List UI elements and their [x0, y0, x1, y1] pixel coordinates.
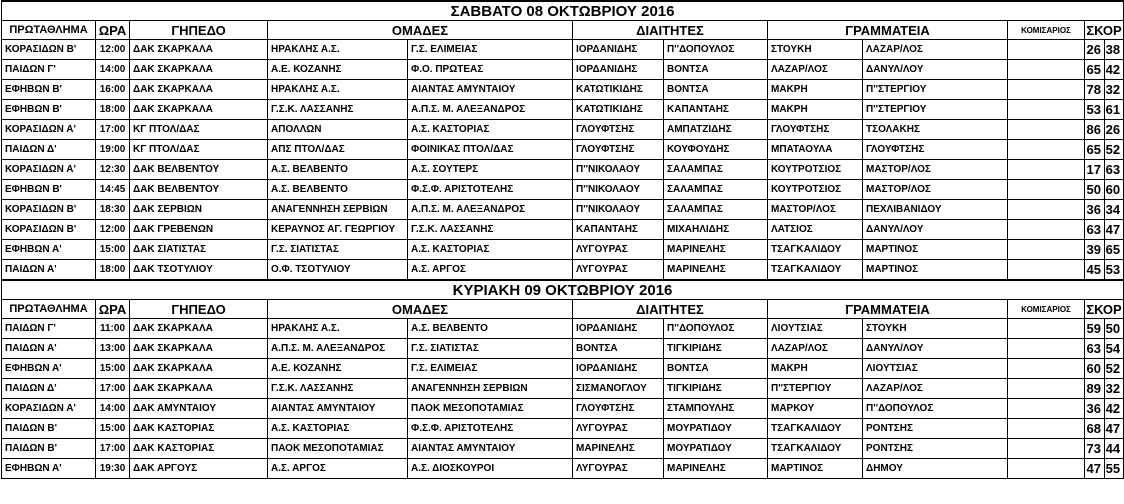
secretary-2-cell: ΔΑΝΥΛ/ΛΟΥ [863, 339, 1008, 359]
referee-1-cell: Π''ΝΙΚΟΛΑΟΥ [573, 180, 664, 200]
secretary-1-cell: ΜΑΚΡΗ [768, 100, 863, 120]
away-team-cell: Φ.Σ.Φ. ΑΡΙΣΤΟΤΕΛΗΣ [408, 180, 573, 200]
venue-cell: ΔΑΚ ΚΑΣΤΟΡΙΑΣ [130, 439, 268, 459]
home-score-cell: 89 [1085, 379, 1105, 399]
secretary-2-cell: ΔΑΝΥΛ/ΛΟΥ [863, 220, 1008, 240]
day-title: ΣΑΒΒΑΤΟ 08 ΟΚΤΩΒΡΙΟΥ 2016 [2, 1, 1124, 21]
header-teams: ΟΜΑΔΕΣ [268, 300, 573, 319]
header-score: ΣΚΟΡ [1086, 22, 1122, 38]
championship-cell: ΠΑΙΔΩΝ Α' [2, 339, 96, 359]
game-row [2, 419, 1124, 439]
venue-cell: ΔΑΚ ΣΕΡΒΙΩΝ [130, 200, 268, 220]
commissioner-cell [1008, 379, 1085, 399]
header-teams: ΟΜΑΔΕΣ [268, 21, 573, 40]
home-team-cell: Α.Σ. ΚΑΣΤΟΡΙΑΣ [268, 419, 408, 439]
away-team-cell: ΑΙΑΝΤΑΣ ΑΜΥΝΤΑΙΟΥ [408, 439, 573, 459]
commissioner-cell [1008, 240, 1085, 260]
referee-1-cell: ΓΛΟΥΦΤΣΗΣ [573, 399, 664, 419]
championship-cell: ΕΦΗΒΩΝ Α' [2, 459, 96, 479]
commissioner-cell [1008, 200, 1085, 220]
referee-2-cell: ΣΑΛΑΜΠΑΣ [664, 200, 768, 220]
day-title-row [2, 1, 1124, 21]
commissioner-cell [1008, 260, 1085, 281]
home-team-cell: ΠΑΟΚ ΜΕΣΟΠΟΤΑΜΙΑΣ [268, 439, 408, 459]
championship-cell: ΕΦΗΒΩΝ Α' [2, 359, 96, 379]
time-cell: 18:00 [96, 100, 130, 120]
home-score-cell: 47 [1085, 459, 1105, 479]
secretary-1-cell: ΛΑΖΑΡ/ΛΟΣ [768, 60, 863, 80]
venue-cell: ΚΓ ΠΤΟΛ/ΔΑΣ [130, 140, 268, 160]
home-team-cell: ΗΡΑΚΛΗΣ Α.Σ. [268, 319, 408, 339]
referee-1-cell: ΣΙΣΜΑΝΟΓΛΟΥ [573, 379, 664, 399]
time-cell: 19:30 [96, 459, 130, 479]
venue-cell: ΔΑΚ ΒΕΛΒΕΝΤΟΥ [130, 160, 268, 180]
referee-2-cell: ΜΑΡΙΝΕΛΗΣ [664, 260, 768, 281]
game-row [2, 180, 1124, 200]
header-referees: ΔΙΑΙΤΗΤΕΣ [573, 300, 768, 319]
venue-cell: ΔΑΚ ΑΡΓΟΥΣ [130, 459, 268, 479]
secretary-1-cell: ΓΛΟΥΦΤΣΗΣ [768, 120, 863, 140]
away-score-cell: 52 [1105, 140, 1124, 160]
game-row [2, 359, 1124, 379]
time-cell: 15:00 [96, 359, 130, 379]
game-row [2, 200, 1124, 220]
referee-1-cell: ΛΥΓΟΥΡΑΣ [573, 459, 664, 479]
championship-cell: ΕΦΗΒΩΝ Β' [2, 80, 96, 100]
referee-2-cell: ΜΑΡΙΝΕΛΗΣ [664, 240, 768, 260]
away-score-cell: 50 [1105, 319, 1124, 339]
commissioner-cell [1008, 160, 1085, 180]
time-cell: 17:00 [96, 379, 130, 399]
championship-cell: ΚΟΡΑΣΙΔΩΝ Α' [2, 120, 96, 140]
referee-1-cell: ΓΛΟΥΦΤΣΗΣ [573, 120, 664, 140]
time-cell: 15:00 [96, 240, 130, 260]
game-row [2, 439, 1124, 459]
day-title-row [2, 280, 1124, 300]
game-row [2, 160, 1124, 180]
venue-cell: ΔΑΚ ΤΣΟΤΥΛΙΟΥ [130, 260, 268, 281]
away-team-cell: Α.Σ. ΑΡΓΟΣ [408, 260, 573, 281]
commissioner-cell [1008, 319, 1085, 339]
game-row [2, 80, 1124, 100]
championship-cell: ΚΟΡΑΣΙΔΩΝ Β' [2, 40, 96, 60]
away-score-cell: 60 [1105, 180, 1124, 200]
away-team-cell: ΠΑΟΚ ΜΕΣΟΠΟΤΑΜΙΑΣ [408, 399, 573, 419]
home-team-cell: Γ.Σ.Κ. ΛΑΣΣΑΝΗΣ [268, 100, 408, 120]
away-score-cell: 61 [1105, 100, 1124, 120]
secretary-1-cell: ΛΑΖΑΡ/ΛΟΣ [768, 339, 863, 359]
home-team-cell: ΑΠΣ ΠΤΟΛ/ΔΑΣ [268, 140, 408, 160]
referee-1-cell: ΜΑΡΙΝΕΛΗΣ [573, 439, 664, 459]
home-team-cell: Α.Σ. ΑΡΓΟΣ [268, 459, 408, 479]
home-team-cell: ΑΙΑΝΤΑΣ ΑΜΥΝΤΑΙΟΥ [268, 399, 408, 419]
secretary-1-cell: ΜΑΣΤΟΡ/ΛΟΣ [768, 200, 863, 220]
away-team-cell: Γ.Σ.Κ. ΛΑΣΣΑΝΗΣ [408, 220, 573, 240]
commissioner-cell [1008, 419, 1085, 439]
venue-cell: ΔΑΚ ΣΚΑΡΚΑΛΑ [130, 379, 268, 399]
referee-2-cell: ΣΑΛΑΜΠΑΣ [664, 180, 768, 200]
championship-cell: ΚΟΡΑΣΙΔΩΝ Α' [2, 160, 96, 180]
commissioner-cell [1008, 339, 1085, 359]
away-team-cell: Α.Σ. ΚΑΣΤΟΡΙΑΣ [408, 240, 573, 260]
time-cell: 18:30 [96, 200, 130, 220]
header-row [2, 21, 1124, 40]
referee-2-cell: ΣΤΑΜΠΟΥΛΗΣ [664, 399, 768, 419]
time-cell: 18:00 [96, 260, 130, 281]
home-score-cell: 65 [1085, 140, 1105, 160]
secretary-1-cell: ΚΟΥΤΡΟΤΣΙΟΣ [768, 160, 863, 180]
referee-2-cell: Π''ΔΟΠΟΥΛΟΣ [664, 319, 768, 339]
away-score-cell: 54 [1105, 339, 1124, 359]
away-team-cell: Γ.Σ. ΕΛΙΜΕΙΑΣ [408, 40, 573, 60]
secretary-2-cell: ΡΟΝΤΣΗΣ [863, 439, 1008, 459]
home-team-cell: Γ.Σ.Κ. ΛΑΣΣΑΝΗΣ [268, 379, 408, 399]
secretary-2-cell: Π''ΣΤΕΡΓΙΟΥ [863, 100, 1008, 120]
championship-cell: ΚΟΡΑΣΙΔΩΝ Α' [2, 399, 96, 419]
championship-cell: ΠΑΙΔΩΝ Δ' [2, 379, 96, 399]
referee-2-cell: ΒΟΝΤΣΑ [664, 80, 768, 100]
time-cell: 13:00 [96, 339, 130, 359]
header-row [2, 300, 1124, 319]
secretary-2-cell: ΛΑΖΑΡ/ΛΟΣ [863, 40, 1008, 60]
referee-2-cell: ΒΟΝΤΣΑ [664, 60, 768, 80]
away-score-cell: 26 [1105, 120, 1124, 140]
venue-cell: ΔΑΚ ΚΑΣΤΟΡΙΑΣ [130, 419, 268, 439]
secretary-1-cell: ΜΑΡΚΟΥ [768, 399, 863, 419]
time-cell: 14:45 [96, 180, 130, 200]
venue-cell: ΔΑΚ ΣΚΑΡΚΑΛΑ [130, 339, 268, 359]
commissioner-cell [1008, 180, 1085, 200]
commissioner-cell [1008, 399, 1085, 419]
referee-1-cell: ΙΟΡΔΑΝΙΔΗΣ [573, 359, 664, 379]
championship-cell: ΠΑΙΔΩΝ Γ' [2, 319, 96, 339]
venue-cell: ΔΑΚ ΒΕΛΒΕΝΤΟΥ [130, 180, 268, 200]
championship-cell: ΚΟΡΑΣΙΔΩΝ Β' [2, 200, 96, 220]
time-cell: 14:00 [96, 399, 130, 419]
home-score-cell: 63 [1085, 220, 1105, 240]
away-score-cell: 53 [1105, 260, 1124, 281]
away-team-cell: Α.Σ. ΔΙΟΣΚΟΥΡΟΙ [408, 459, 573, 479]
game-row [2, 140, 1124, 160]
away-score-cell: 55 [1105, 459, 1124, 479]
referee-2-cell: ΤΙΓΚΙΡΙΔΗΣ [664, 379, 768, 399]
venue-cell: ΔΑΚ ΣΚΑΡΚΑΛΑ [130, 100, 268, 120]
time-cell: 11:00 [96, 319, 130, 339]
away-team-cell: Α.Σ. ΒΕΛΒΕΝΤΟ [408, 319, 573, 339]
referee-2-cell: ΚΟΥΦΟΥΔΗΣ [664, 140, 768, 160]
away-score-cell: 52 [1105, 359, 1124, 379]
header-score: ΣΚΟΡ [1086, 301, 1122, 317]
secretary-1-cell: ΛΙΟΥΤΣΙΑΣ [768, 319, 863, 339]
secretary-2-cell: ΛΙΟΥΤΣΙΑΣ [863, 359, 1008, 379]
away-team-cell: Γ.Σ. ΣΙΑΤΙΣΤΑΣ [408, 339, 573, 359]
time-cell: 19:00 [96, 140, 130, 160]
referee-1-cell: ΙΟΡΔΑΝΙΔΗΣ [573, 40, 664, 60]
away-team-cell: ΑΝΑΓΕΝΝΗΣΗ ΣΕΡΒΙΩΝ [408, 379, 573, 399]
time-cell: 12:00 [96, 220, 130, 240]
away-team-cell: Α.Π.Σ. Μ. ΑΛΕΞΑΝΔΡΟΣ [408, 200, 573, 220]
referee-2-cell: ΜΑΡΙΝΕΛΗΣ [664, 459, 768, 479]
referee-2-cell: ΑΜΠΑΤΖΙΔΗΣ [664, 120, 768, 140]
referee-1-cell: ΚΑΤΩΤΙΚΙΔΗΣ [573, 100, 664, 120]
venue-cell: ΔΑΚ ΣΙΑΤΙΣΤΑΣ [130, 240, 268, 260]
referee-2-cell: ΜΟΥΡΑΤΙΔΟΥ [664, 419, 768, 439]
referee-1-cell: ΒΟΝΤΣΑ [573, 339, 664, 359]
home-score-cell: 73 [1085, 439, 1105, 459]
referee-2-cell: ΒΟΝΤΣΑ [664, 359, 768, 379]
home-team-cell: ΗΡΑΚΛΗΣ Α.Σ. [268, 80, 408, 100]
time-cell: 12:30 [96, 160, 130, 180]
away-team-cell: Α.Σ. ΣΟΥΤΕΡΣ [408, 160, 573, 180]
secretary-2-cell: Π''ΔΟΠΟΥΛΟΣ [863, 399, 1008, 419]
secretary-2-cell: ΜΑΡΤΙΝΟΣ [863, 240, 1008, 260]
away-team-cell: ΑΙΑΝΤΑΣ ΑΜΥΝΤΑΙΟΥ [408, 80, 573, 100]
secretary-2-cell: ΜΑΣΤΟΡ/ΛΟΣ [863, 180, 1008, 200]
venue-cell: ΔΑΚ ΓΡΕΒΕΝΩΝ [130, 220, 268, 240]
home-score-cell: 78 [1085, 80, 1105, 100]
referee-2-cell: Π''ΔΟΠΟΥΛΟΣ [664, 40, 768, 60]
referee-1-cell: ΛΥΓΟΥΡΑΣ [573, 260, 664, 281]
secretary-1-cell: ΜΑΡΤΙΝΟΣ [768, 459, 863, 479]
referee-2-cell: ΜΟΥΡΑΤΙΔΟΥ [664, 439, 768, 459]
championship-cell: ΕΦΗΒΩΝ Β' [2, 180, 96, 200]
time-cell: 16:00 [96, 80, 130, 100]
secretary-2-cell: ΣΤΟΥΚΗ [863, 319, 1008, 339]
home-team-cell: Α.Ε. ΚΟΖΑΝΗΣ [268, 359, 408, 379]
away-score-cell: 65 [1105, 240, 1124, 260]
home-team-cell: Α.Σ. ΒΕΛΒΕΝΤΟ [268, 160, 408, 180]
venue-cell: ΔΑΚ ΣΚΑΡΚΑΛΑ [130, 40, 268, 60]
referee-1-cell: Π''ΝΙΚΟΛΑΟΥ [573, 160, 664, 180]
home-score-cell: 68 [1085, 419, 1105, 439]
home-score-cell: 36 [1085, 399, 1105, 419]
away-score-cell: 34 [1105, 200, 1124, 220]
venue-cell: ΔΑΚ ΣΚΑΡΚΑΛΑ [130, 60, 268, 80]
secretary-2-cell: ΜΑΡΤΙΝΟΣ [863, 260, 1008, 281]
away-team-cell: Α.Σ. ΚΑΣΤΟΡΙΑΣ [408, 120, 573, 140]
home-score-cell: 26 [1085, 40, 1105, 60]
venue-cell: ΔΑΚ ΑΜΥΝΤΑΙΟΥ [130, 399, 268, 419]
championship-cell: ΕΦΗΒΩΝ Β' [2, 100, 96, 120]
home-score-cell: 53 [1085, 100, 1105, 120]
commissioner-cell [1008, 439, 1085, 459]
secretary-1-cell: ΤΣΑΓΚΑΛΙΔΟΥ [768, 439, 863, 459]
championship-cell: ΚΟΡΑΣΙΔΩΝ Β' [2, 220, 96, 240]
game-row [2, 220, 1124, 240]
secretary-2-cell: ΔΑΝΥΛ/ΛΟΥ [863, 60, 1008, 80]
referee-2-cell: ΣΑΛΑΜΠΑΣ [664, 160, 768, 180]
championship-cell: ΠΑΙΔΩΝ Γ' [2, 60, 96, 80]
referee-2-cell: ΤΙΓΚΙΡΙΔΗΣ [664, 339, 768, 359]
time-cell: 17:00 [96, 120, 130, 140]
venue-cell: ΚΓ ΠΤΟΛ/ΔΑΣ [130, 120, 268, 140]
secretary-1-cell: ΜΑΚΡΗ [768, 80, 863, 100]
venue-cell: ΔΑΚ ΣΚΑΡΚΑΛΑ [130, 359, 268, 379]
commissioner-cell [1008, 120, 1085, 140]
time-cell: 15:00 [96, 419, 130, 439]
secretary-2-cell: ΛΑΖΑΡ/ΛΟΣ [863, 379, 1008, 399]
game-row [2, 399, 1124, 419]
secretary-2-cell: ΔΗΜΟΥ [863, 459, 1008, 479]
game-row [2, 339, 1124, 359]
header-championship: ΠΡΩΤΑΘΛΗΜΑ [2, 21, 96, 40]
game-row [2, 459, 1124, 479]
header-championship: ΠΡΩΤΑΘΛΗΜΑ [2, 300, 96, 319]
home-team-cell: ΑΠΟΛΛΩΝ [268, 120, 408, 140]
commissioner-cell [1008, 60, 1085, 80]
header-venue: ΓΗΠΕΔΟ [130, 21, 268, 40]
away-score-cell: 47 [1105, 419, 1124, 439]
away-score-cell: 42 [1105, 60, 1124, 80]
away-score-cell: 42 [1105, 399, 1124, 419]
referee-1-cell: ΓΛΟΥΦΤΣΗΣ [573, 140, 664, 160]
home-score-cell: 86 [1085, 120, 1105, 140]
secretary-2-cell: ΜΑΣΤΟΡ/ΛΟΣ [863, 160, 1008, 180]
commissioner-cell [1008, 140, 1085, 160]
home-score-cell: 60 [1085, 359, 1105, 379]
secretary-1-cell: Π''ΣΤΕΡΓΙΟΥ [768, 379, 863, 399]
home-score-cell: 36 [1085, 200, 1105, 220]
away-team-cell: Α.Π.Σ. Μ. ΑΛΕΞΑΝΔΡΟΣ [408, 100, 573, 120]
championship-cell: ΠΑΙΔΩΝ Β' [2, 439, 96, 459]
championship-cell: ΠΑΙΔΩΝ Δ' [2, 140, 96, 160]
game-row [2, 60, 1124, 80]
home-team-cell: ΗΡΑΚΛΗΣ Α.Σ. [268, 40, 408, 60]
header-secretariat: ΓΡΑΜΜΑΤΕΙΑ [768, 300, 1008, 319]
secretary-2-cell: ΡΟΝΤΣΗΣ [863, 419, 1008, 439]
away-team-cell: Γ.Σ. ΕΛΙΜΕΙΑΣ [408, 359, 573, 379]
home-score-cell: 50 [1085, 180, 1105, 200]
home-team-cell: ΚΕΡΑΥΝΟΣ ΑΓ. ΓΕΩΡΓΙΟΥ [268, 220, 408, 240]
game-row [2, 100, 1124, 120]
game-row [2, 379, 1124, 399]
championship-cell: ΕΦΗΒΩΝ Α' [2, 240, 96, 260]
home-score-cell: 63 [1085, 339, 1105, 359]
game-row [2, 319, 1124, 339]
time-cell: 12:00 [96, 40, 130, 60]
secretary-2-cell: Π''ΣΤΕΡΓΙΟΥ [863, 80, 1008, 100]
header-time: ΩΡΑ [96, 300, 130, 319]
home-team-cell: Γ.Σ. ΣΙΑΤΙΣΤΑΣ [268, 240, 408, 260]
home-team-cell: Α.Σ. ΒΕΛΒΕΝΤΟ [268, 180, 408, 200]
referee-2-cell: ΚΑΠΑΝΤΑΗΣ [664, 100, 768, 120]
secretary-1-cell: ΤΣΑΓΚΑΛΙΔΟΥ [768, 419, 863, 439]
game-row [2, 120, 1124, 140]
commissioner-cell [1008, 40, 1085, 60]
home-score-cell: 65 [1085, 60, 1105, 80]
home-score-cell: 17 [1085, 160, 1105, 180]
away-score-cell: 44 [1105, 439, 1124, 459]
home-team-cell: Ο.Φ. ΤΣΟΤΥΛΙΟΥ [268, 260, 408, 281]
secretary-2-cell: ΓΛΟΥΦΤΣΗΣ [863, 140, 1008, 160]
secretary-1-cell: ΤΣΑΓΚΑΛΙΔΟΥ [768, 260, 863, 281]
away-score-cell: 38 [1105, 40, 1124, 60]
away-team-cell: Φ.Ο. ΠΡΩΤΕΑΣ [408, 60, 573, 80]
header-referees: ΔΙΑΙΤΗΤΕΣ [573, 21, 768, 40]
home-team-cell: Α.Ε. ΚΟΖΑΝΗΣ [268, 60, 408, 80]
secretary-1-cell: ΜΠΑΤΑΟΥΛΑ [768, 140, 863, 160]
referee-1-cell: ΚΑΠΑΝΤΑΗΣ [573, 220, 664, 240]
secretary-1-cell: ΤΣΑΓΚΑΛΙΔΟΥ [768, 240, 863, 260]
venue-cell: ΔΑΚ ΣΚΑΡΚΑΛΑ [130, 80, 268, 100]
secretary-1-cell: ΣΤΟΥΚΗ [768, 40, 863, 60]
away-score-cell: 32 [1105, 80, 1124, 100]
commissioner-cell [1008, 459, 1085, 479]
referee-1-cell: ΙΟΡΔΑΝΙΔΗΣ [573, 319, 664, 339]
day-title: ΚΥΡΙΑΚΗ 09 ΟΚΤΩΒΡΙΟΥ 2016 [2, 280, 1124, 300]
commissioner-cell [1008, 359, 1085, 379]
referee-1-cell: ΚΑΤΩΤΙΚΙΔΗΣ [573, 80, 664, 100]
venue-cell: ΔΑΚ ΣΚΑΡΚΑΛΑ [130, 319, 268, 339]
home-score-cell: 59 [1085, 319, 1105, 339]
referee-1-cell: ΙΟΡΔΑΝΙΔΗΣ [573, 60, 664, 80]
away-team-cell: ΦΟΙΝΙΚΑΣ ΠΤΟΛ/ΔΑΣ [408, 140, 573, 160]
header-venue: ΓΗΠΕΔΟ [130, 300, 268, 319]
secretary-1-cell: ΚΟΥΤΡΟΤΣΙΟΣ [768, 180, 863, 200]
time-cell: 17:00 [96, 439, 130, 459]
schedule-table [1, 0, 1124, 479]
commissioner-cell [1008, 80, 1085, 100]
away-score-cell: 47 [1105, 220, 1124, 240]
secretary-1-cell: ΜΑΚΡΗ [768, 359, 863, 379]
away-team-cell: Φ.Σ.Φ. ΑΡΙΣΤΟΤΕΛΗΣ [408, 419, 573, 439]
championship-cell: ΠΑΙΔΩΝ Β' [2, 419, 96, 439]
header-commissioner: ΚΟΜΙΣΑΡΙΟΣ [1008, 21, 1085, 40]
championship-cell: ΠΑΙΔΩΝ Α' [2, 260, 96, 281]
home-team-cell: ΑΝΑΓΕΝΝΗΣΗ ΣΕΡΒΙΩΝ [268, 200, 408, 220]
time-cell: 14:00 [96, 60, 130, 80]
home-score-cell: 39 [1085, 240, 1105, 260]
home-score-cell: 45 [1085, 260, 1105, 281]
commissioner-cell [1008, 100, 1085, 120]
header-secretariat: ΓΡΑΜΜΑΤΕΙΑ [768, 21, 1008, 40]
game-row [2, 240, 1124, 260]
away-score-cell: 63 [1105, 160, 1124, 180]
referee-2-cell: ΜΙΧΑΗΛΙΔΗΣ [664, 220, 768, 240]
header-commissioner: ΚΟΜΙΣΑΡΙΟΣ [1008, 300, 1085, 319]
referee-1-cell: ΛΥΓΟΥΡΑΣ [573, 240, 664, 260]
game-row [2, 40, 1124, 60]
commissioner-cell [1008, 220, 1085, 240]
referee-1-cell: ΛΥΓΟΥΡΑΣ [573, 419, 664, 439]
header-time: ΩΡΑ [96, 21, 130, 40]
referee-1-cell: Π''ΝΙΚΟΛΑΟΥ [573, 200, 664, 220]
secretary-1-cell: ΛΑΤΣΙΟΣ [768, 220, 863, 240]
home-team-cell: Α.Π.Σ. Μ. ΑΛΕΞΑΝΔΡΟΣ [268, 339, 408, 359]
away-score-cell: 32 [1105, 379, 1124, 399]
game-row [2, 260, 1124, 281]
secretary-2-cell: ΤΣΟΛΑΚΗΣ [863, 120, 1008, 140]
secretary-2-cell: ΠΕΧΛΙΒΑΝΙΔΟΥ [863, 200, 1008, 220]
